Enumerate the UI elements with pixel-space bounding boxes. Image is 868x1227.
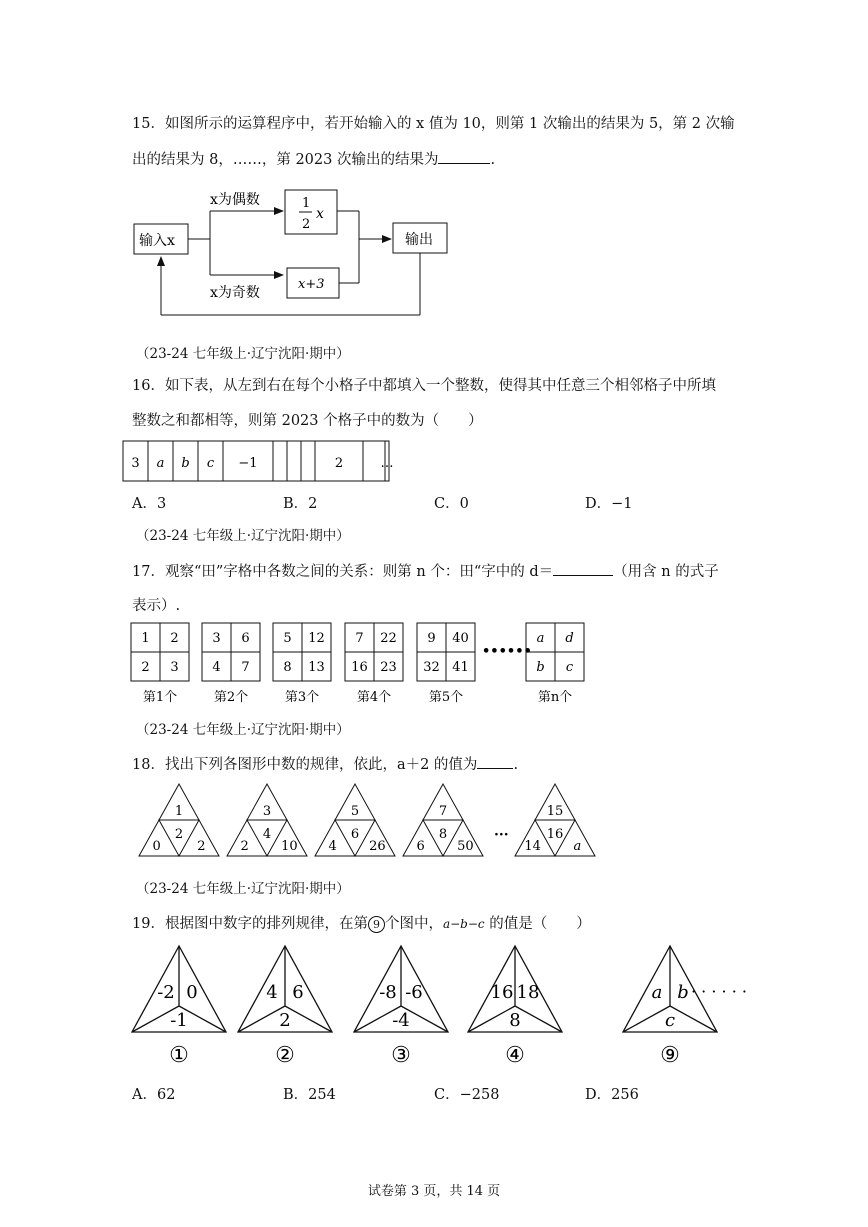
answer-blank	[553, 563, 613, 576]
source-note: （23-24 七年级上·辽宁沈阳·期中）	[136, 346, 350, 362]
q19-line-pre: 19．根据图中数字的排列规律，在第	[132, 916, 368, 932]
fig-left: -2	[157, 982, 175, 1003]
number-figure	[623, 946, 717, 1068]
option-b[interactable]: B．2	[283, 496, 318, 512]
grid-tr: 2	[170, 631, 179, 646]
option-a[interactable]: A．3	[132, 496, 167, 512]
fig-right: 0	[186, 982, 198, 1003]
grid-bl: 8	[283, 660, 292, 675]
grid-tl: 1	[141, 631, 150, 646]
half-num: 1	[302, 196, 311, 211]
option-c[interactable]: C．0	[434, 496, 469, 512]
tri-top: 5	[350, 804, 360, 819]
table-cell: −1	[238, 456, 258, 471]
q16-cell-table	[122, 440, 392, 484]
q19-dots: · · · · · ·	[691, 982, 747, 1001]
grid-br: 13	[308, 660, 325, 675]
odd-label: x为奇数	[210, 285, 260, 301]
source-note: （23-24 七年级上·辽宁沈阳·期中）	[136, 881, 350, 897]
tri-mid: 16	[546, 827, 564, 842]
number-figure	[468, 946, 562, 1068]
grid-tl: a	[536, 631, 545, 646]
q18-dots: ···	[494, 827, 509, 843]
tian-grid	[273, 623, 331, 705]
tri-right: 26	[369, 839, 386, 854]
grid-tl: 9	[427, 631, 436, 646]
source-note: （23-24 七年级上·辽宁沈阳·期中）	[136, 528, 350, 544]
q16-line1: 16．如下表，从左到右在每个小格子中都填入一个整数，使得其中任意三个相邻格子中所填	[132, 378, 716, 394]
fig-bottom: c	[664, 1010, 676, 1031]
tri-left: 2	[240, 839, 249, 854]
tri-top: 1	[174, 804, 184, 819]
fig-right: 18	[516, 982, 540, 1003]
tri-top: 7	[438, 804, 448, 819]
number-figure	[238, 946, 332, 1068]
plus3-label: x+3	[298, 277, 325, 292]
fig-left: a	[651, 982, 663, 1003]
grid-tl: 7	[355, 631, 364, 646]
half-den: 2	[302, 217, 311, 232]
answer-blank	[438, 151, 490, 164]
q15-line1: 15．如图所示的运算程序中，若开始输入的 x 值为 10，则第 1 次输出的结果为 5，第 2 次输	[132, 116, 735, 132]
q17-line1	[132, 560, 719, 581]
number-triangle	[515, 784, 595, 856]
output-label: 输出	[405, 232, 433, 248]
tri-left: 0	[152, 839, 161, 854]
grid-bl: 32	[423, 660, 440, 675]
grid-tr: 40	[452, 631, 469, 646]
fig-label: ①	[169, 1043, 189, 1068]
fig-bottom: 2	[279, 1010, 291, 1031]
q18-line-end: .	[513, 757, 519, 773]
q15-line2	[132, 148, 495, 169]
q19-figures	[126, 940, 747, 1070]
fig-label: ④	[505, 1043, 525, 1068]
q18-line	[132, 753, 518, 774]
grid-tr: d	[565, 631, 574, 646]
grid-bl: 2	[141, 660, 150, 675]
fig-label: ⑨	[660, 1043, 680, 1068]
input-label: 输入x	[139, 233, 175, 249]
number-triangle	[139, 784, 219, 856]
grid-tr: 22	[380, 631, 397, 646]
q17-line1-text: 17．观察“田”字格中各数之间的关系：则第 n 个：田“字中的 d＝	[132, 564, 554, 580]
tri-left: 14	[524, 839, 541, 854]
tri-right: 2	[197, 839, 206, 854]
q18-triangles	[130, 772, 600, 864]
option-d[interactable]: D．−1	[585, 496, 633, 512]
option-a[interactable]: A．62	[132, 1087, 176, 1103]
q18-line-text: 18．找出下列各图形中数的规律，依此，a＋2 的值为	[132, 757, 478, 773]
grid-tl: 3	[212, 631, 221, 646]
option-b[interactable]: B．254	[283, 1087, 336, 1103]
tri-top: 3	[262, 804, 272, 819]
tri-left: 6	[416, 839, 425, 854]
tri-right: 10	[281, 839, 298, 854]
tri-mid: 8	[438, 827, 448, 842]
grid-tl: 5	[283, 631, 292, 646]
tri-left: 4	[328, 839, 337, 854]
q19-line	[132, 912, 591, 933]
number-triangle	[315, 784, 395, 856]
option-c[interactable]: C．−258	[434, 1087, 500, 1103]
grid-bl: b	[536, 660, 545, 675]
grid-caption: 第5个	[428, 690, 464, 705]
fig-label: ②	[275, 1043, 295, 1068]
tri-mid: 2	[174, 827, 184, 842]
number-figure	[132, 946, 226, 1068]
table-cell: 3	[131, 456, 140, 471]
grid-tr: 6	[241, 631, 250, 646]
answer-blank	[477, 756, 513, 769]
tri-top: 15	[546, 804, 564, 819]
grid-caption: 第4个	[356, 690, 392, 705]
tri-right: a	[573, 839, 582, 854]
fig-right: 6	[292, 982, 304, 1003]
grid-br: 3	[170, 660, 179, 675]
table-cell: a	[156, 456, 165, 471]
tri-mid: 6	[350, 827, 360, 842]
fig-left: 16	[490, 982, 514, 1003]
number-figure	[354, 946, 448, 1068]
fig-left: -8	[379, 982, 397, 1003]
half-var: x	[316, 206, 324, 222]
table-cell: b	[181, 456, 190, 471]
grid-caption: 第2个	[213, 690, 249, 705]
fig-bottom: -1	[170, 1010, 188, 1031]
number-triangle	[403, 784, 483, 856]
grid-br: c	[565, 660, 574, 675]
number-triangle	[227, 784, 307, 856]
table-cell: …	[380, 456, 394, 471]
tian-grid	[417, 623, 475, 705]
fig-right: -6	[405, 982, 423, 1003]
grid-bl: 4	[212, 660, 221, 675]
grid-bl: 16	[351, 660, 368, 675]
fig-left: 4	[266, 982, 278, 1003]
fig-right: b	[677, 982, 689, 1003]
grid-caption: 第3个	[284, 690, 320, 705]
fig-bottom: -4	[392, 1010, 410, 1031]
tian-grid	[526, 623, 584, 705]
page-footer: 试卷第 3 页，共 14 页	[367, 1184, 501, 1199]
grid-caption: 第1个	[142, 690, 178, 705]
grid-tr: 12	[308, 631, 325, 646]
flowchart	[130, 182, 460, 322]
q17-grids	[128, 620, 598, 710]
tian-grid	[202, 623, 260, 705]
q17-line2: 表示）.	[132, 598, 181, 614]
q19-line-mid: 个图中，	[384, 916, 443, 932]
table-cell: c	[206, 456, 215, 471]
even-label: x为偶数	[210, 192, 260, 208]
q15-line2-end: .	[490, 152, 496, 168]
q16-line2: 整数之和都相等，则第 2023 个格子中的数为（ ）	[132, 413, 483, 429]
fig-label: ③	[391, 1043, 411, 1068]
fig-bottom: 8	[509, 1010, 521, 1031]
tri-right: 50	[457, 839, 474, 854]
circled-nine: 9	[368, 916, 385, 933]
grid-br: 7	[241, 660, 250, 675]
tian-grid	[131, 623, 189, 705]
q17-line1-end: （用含 n 的式子	[613, 564, 719, 580]
grid-br: 41	[452, 660, 469, 675]
q19-line-post: 的值是（ ）	[484, 916, 591, 932]
q17-dots: ••••••	[482, 644, 532, 659]
table-cell: 2	[334, 456, 344, 471]
grid-br: 23	[380, 660, 397, 675]
option-d[interactable]: D．256	[585, 1087, 639, 1103]
grid-caption: 第n个	[537, 690, 573, 705]
q15-line2-text: 出的结果为 8，……，第 2023 次输出的结果为	[132, 152, 439, 168]
q19-expr: a−b−c	[442, 917, 485, 931]
tri-mid: 4	[262, 827, 272, 842]
tian-grid	[345, 623, 403, 705]
source-note: （23-24 七年级上·辽宁沈阳·期中）	[136, 722, 350, 738]
